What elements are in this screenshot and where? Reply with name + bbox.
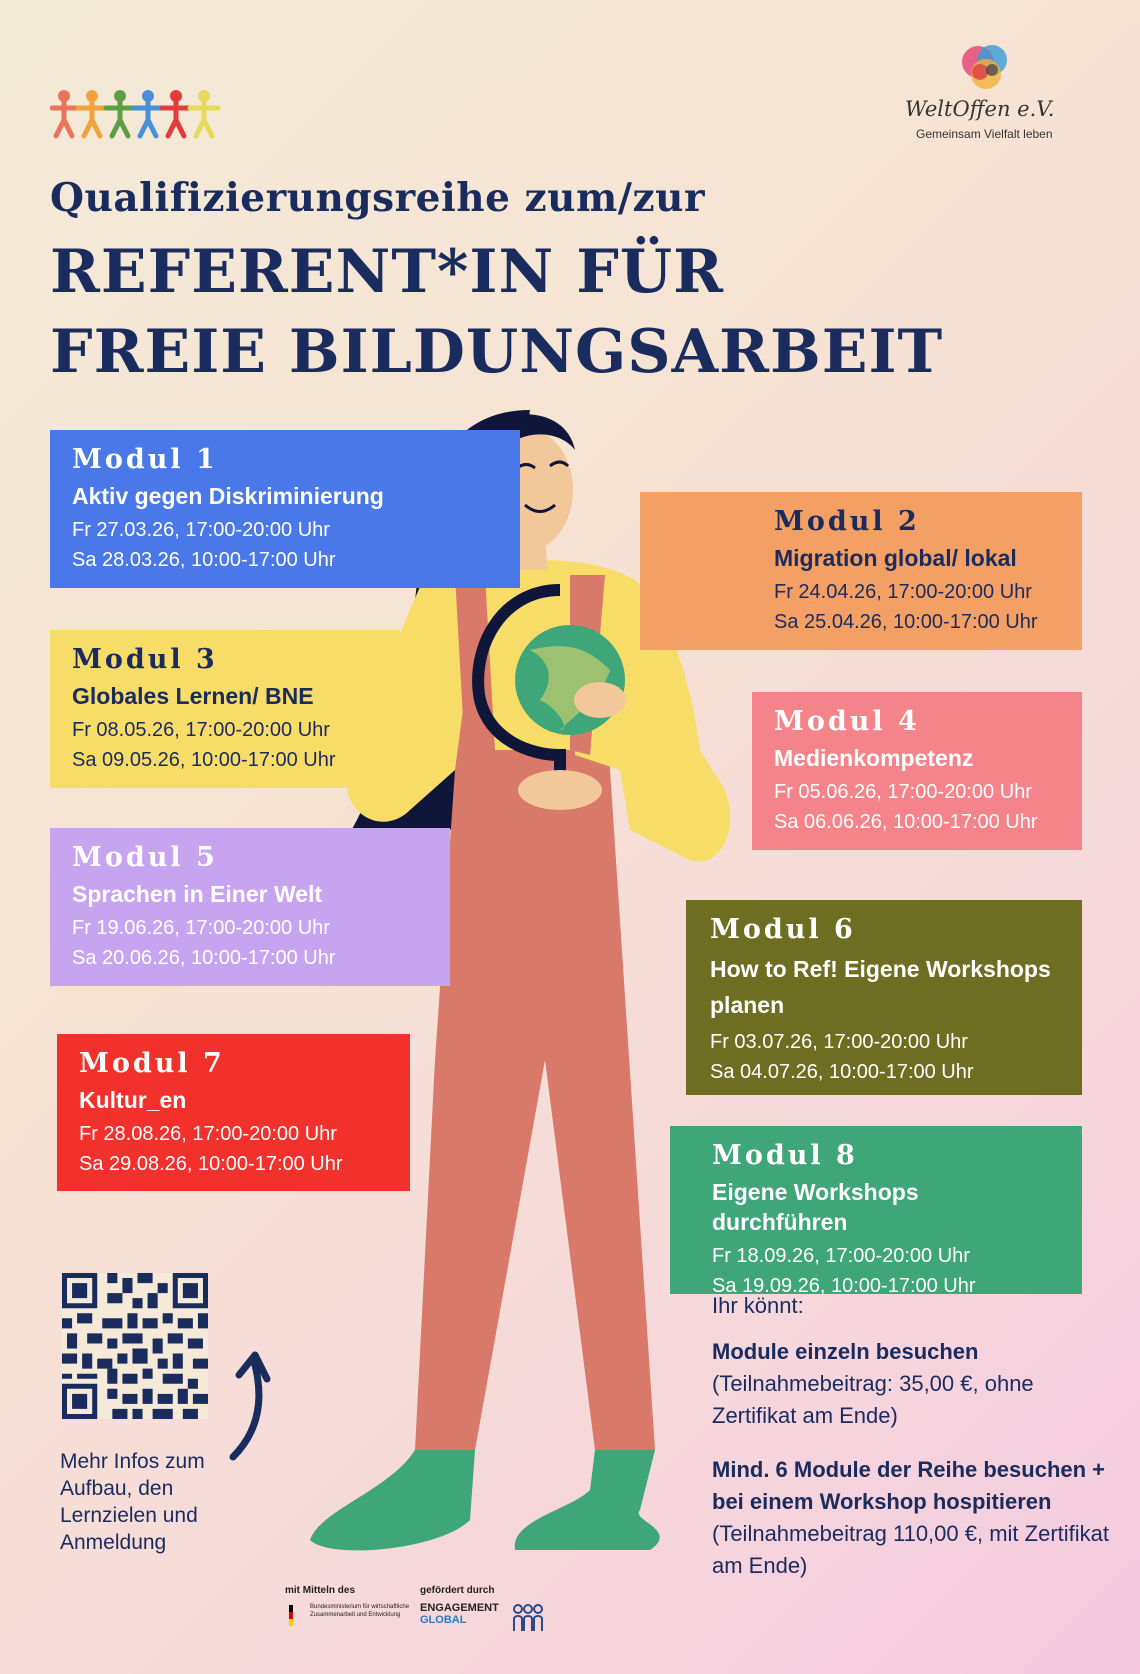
module-subject: Migration global/ lokal [774, 545, 1017, 571]
module-subject: Aktiv gegen Diskriminierung [72, 483, 384, 509]
module-4-card[interactable] [752, 692, 1082, 850]
paper-people-icon [50, 88, 232, 140]
module-date: Fr 05.06.26, 17:00-20:00 Uhr [774, 781, 1032, 803]
option-1-title: Module einzeln besuchen [712, 1339, 979, 1364]
module-date: Sa 09.05.26, 10:00-17:00 Uhr [72, 749, 336, 771]
logo-name: WeltOffen e.V. [905, 97, 1055, 121]
weltoffen-logo-icon [958, 42, 1014, 94]
module-7-card[interactable] [57, 1034, 410, 1191]
module-date: Fr 18.09.26, 17:00-20:00 Uhr [712, 1245, 970, 1267]
module-date: Fr 24.04.26, 17:00-20:00 Uhr [774, 581, 1032, 603]
module-title: Modul 3 [72, 644, 218, 675]
qr-caption: Mehr Infos zum Aufbau, den Lernzielen und Anmeldung [60, 1450, 205, 1554]
module-date: Sa 29.08.26, 10:00-17:00 Uhr [79, 1153, 343, 1175]
module-date: Fr 19.06.26, 17:00-20:00 Uhr [72, 917, 330, 939]
people-group-icon [510, 1603, 546, 1633]
module-subject: Sprachen in Einer Welt [72, 881, 323, 907]
german-eagle-icon [285, 1605, 297, 1627]
module-date: Sa 25.04.26, 10:00-17:00 Uhr [774, 611, 1038, 633]
module-subject: Eigene Workshops durchführen [712, 1179, 919, 1235]
module-2-card[interactable] [640, 492, 1082, 650]
module-subject: How to Ref! Eigene Workshops planen [710, 956, 1051, 1018]
module-8-card[interactable] [670, 1126, 1082, 1297]
module-subject: Globales Lernen/ BNE [72, 683, 314, 709]
module-date: Fr 28.08.26, 17:00-20:00 Uhr [79, 1123, 337, 1145]
module-title: Modul 1 [72, 444, 218, 475]
module-title: Modul 5 [72, 842, 218, 873]
title-line-3: FREIE BILDUNGSARBEIT [50, 317, 944, 387]
module-date: Sa 06.06.26, 10:00-17:00 Uhr [774, 811, 1038, 833]
module-3-card[interactable] [50, 630, 400, 788]
info-intro: Ihr könnt: [712, 1293, 804, 1318]
module-subject: Kultur_en [79, 1087, 187, 1113]
module-date: Sa 28.03.26, 10:00-17:00 Uhr [72, 549, 336, 571]
option-2-text: (Teilnahmebeitrag 110,00 €, mit Zertifikat am Ende) [712, 1521, 1109, 1578]
module-date: Fr 03.07.26, 17:00-20:00 Uhr [710, 1031, 968, 1053]
module-title: Modul 2 [774, 506, 920, 537]
module-title: Modul 6 [710, 914, 856, 945]
module-date: Fr 08.05.26, 17:00-20:00 Uhr [72, 719, 330, 741]
qr-code-icon[interactable] [62, 1273, 208, 1419]
title-line-1: Qualifizierungsreihe zum/zur [50, 175, 706, 221]
curved-arrow-icon [225, 1345, 275, 1465]
module-5-card[interactable] [50, 828, 450, 986]
module-1-card[interactable] [50, 430, 520, 588]
module-date: Sa 04.07.26, 10:00-17:00 Uhr [710, 1061, 974, 1083]
logo-tagline: Gemeinsam Vielfalt leben [916, 127, 1053, 141]
option-2-title: Mind. 6 Module der Reihe besuchen + bei einem Workshop hospitieren [712, 1457, 1106, 1514]
module-6-card[interactable] [686, 900, 1082, 1095]
module-title: Modul 7 [79, 1048, 225, 1079]
ministry-label: Bundesministerium für wirtschaftliche Zusammenarbeit und Entwicklung [310, 1604, 410, 1618]
module-date: Sa 19.09.26, 10:00-17:00 Uhr [712, 1275, 976, 1297]
module-date: Sa 20.06.26, 10:00-17:00 Uhr [72, 947, 336, 969]
module-title: Modul 4 [774, 706, 920, 737]
module-date: Fr 27.03.26, 17:00-20:00 Uhr [72, 519, 330, 541]
option-1-text: (Teilnahmebeitrag: 35,00 €, ohne Zertifikat am Ende) [712, 1371, 1034, 1428]
title-line-2: REFERENT*IN FÜR FREIE BILDUNGSARBEIT [50, 232, 943, 392]
funded-with-label: mit Mitteln des [285, 1585, 356, 1596]
module-title: Modul 8 [712, 1140, 858, 1171]
engagement-global-logo: ENGAGEMENT GLOBAL [420, 1602, 499, 1626]
supported-by-label: gefördert durch [420, 1585, 495, 1596]
module-subject: Medienkompetenz [774, 745, 974, 771]
participation-info [712, 1290, 1112, 1582]
